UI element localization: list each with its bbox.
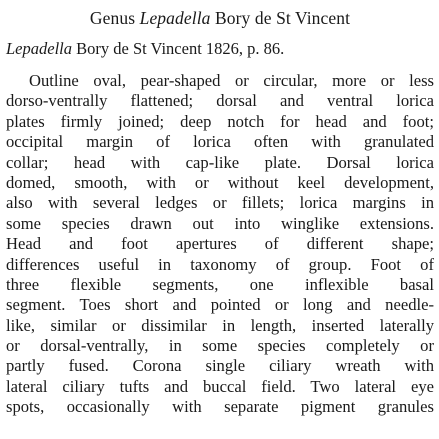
genus-description [6,71,434,418]
heading-prefix: Genus [89,8,136,28]
description-line: collar; head with cap-like plate. Dorsal lorica [6,152,434,172]
description-line: also with several ledges or fillets; lorica margins in [6,193,434,213]
citation-genus-name: Lepadella [6,39,72,58]
description-line: differences useful in taxonomy of group. Foot of [6,254,434,274]
description-line: lateral ciliary tufts and buccal field. Two lateral eye [6,376,434,396]
description-line: like, similar or dissimilar in length, inserted laterally [6,315,434,335]
document-page [6,6,434,418]
description-line: occipital margin of lorica often with granulated [6,132,434,152]
heading-authority: Bory de St Vincent [215,8,351,28]
description-line: segment. Toes short and pointed or long and needle- [6,295,434,315]
citation-reference: Bory de St Vincent 1826, p. 86. [76,39,285,58]
description-line: Head and foot apertures of different shape; [6,234,434,254]
description-line: spots, occasionally with separate pigment granules [6,397,434,417]
description-line: or dorsal-ventrally, in some species completely or [6,336,434,356]
description-line: Outline oval, pear-shaped or circular, more or less [29,71,434,90]
genus-citation [6,38,434,60]
genus-heading [6,6,434,30]
description-line: three flexible segments, one inflexible basal [6,274,434,294]
description-line: plates firmly joined; deep notch for head and foot; [6,111,434,131]
description-line: some species drawn out into winglike extensions. [6,213,434,233]
description-line: partly fused. Corona single ciliary wreath with [6,356,434,376]
heading-genus-name: Lepadella [139,8,211,28]
description-line: domed, smooth, with or without keel development, [6,172,434,192]
description-line: dorso-ventrally flattened; dorsal and ventral lorica [6,91,434,111]
